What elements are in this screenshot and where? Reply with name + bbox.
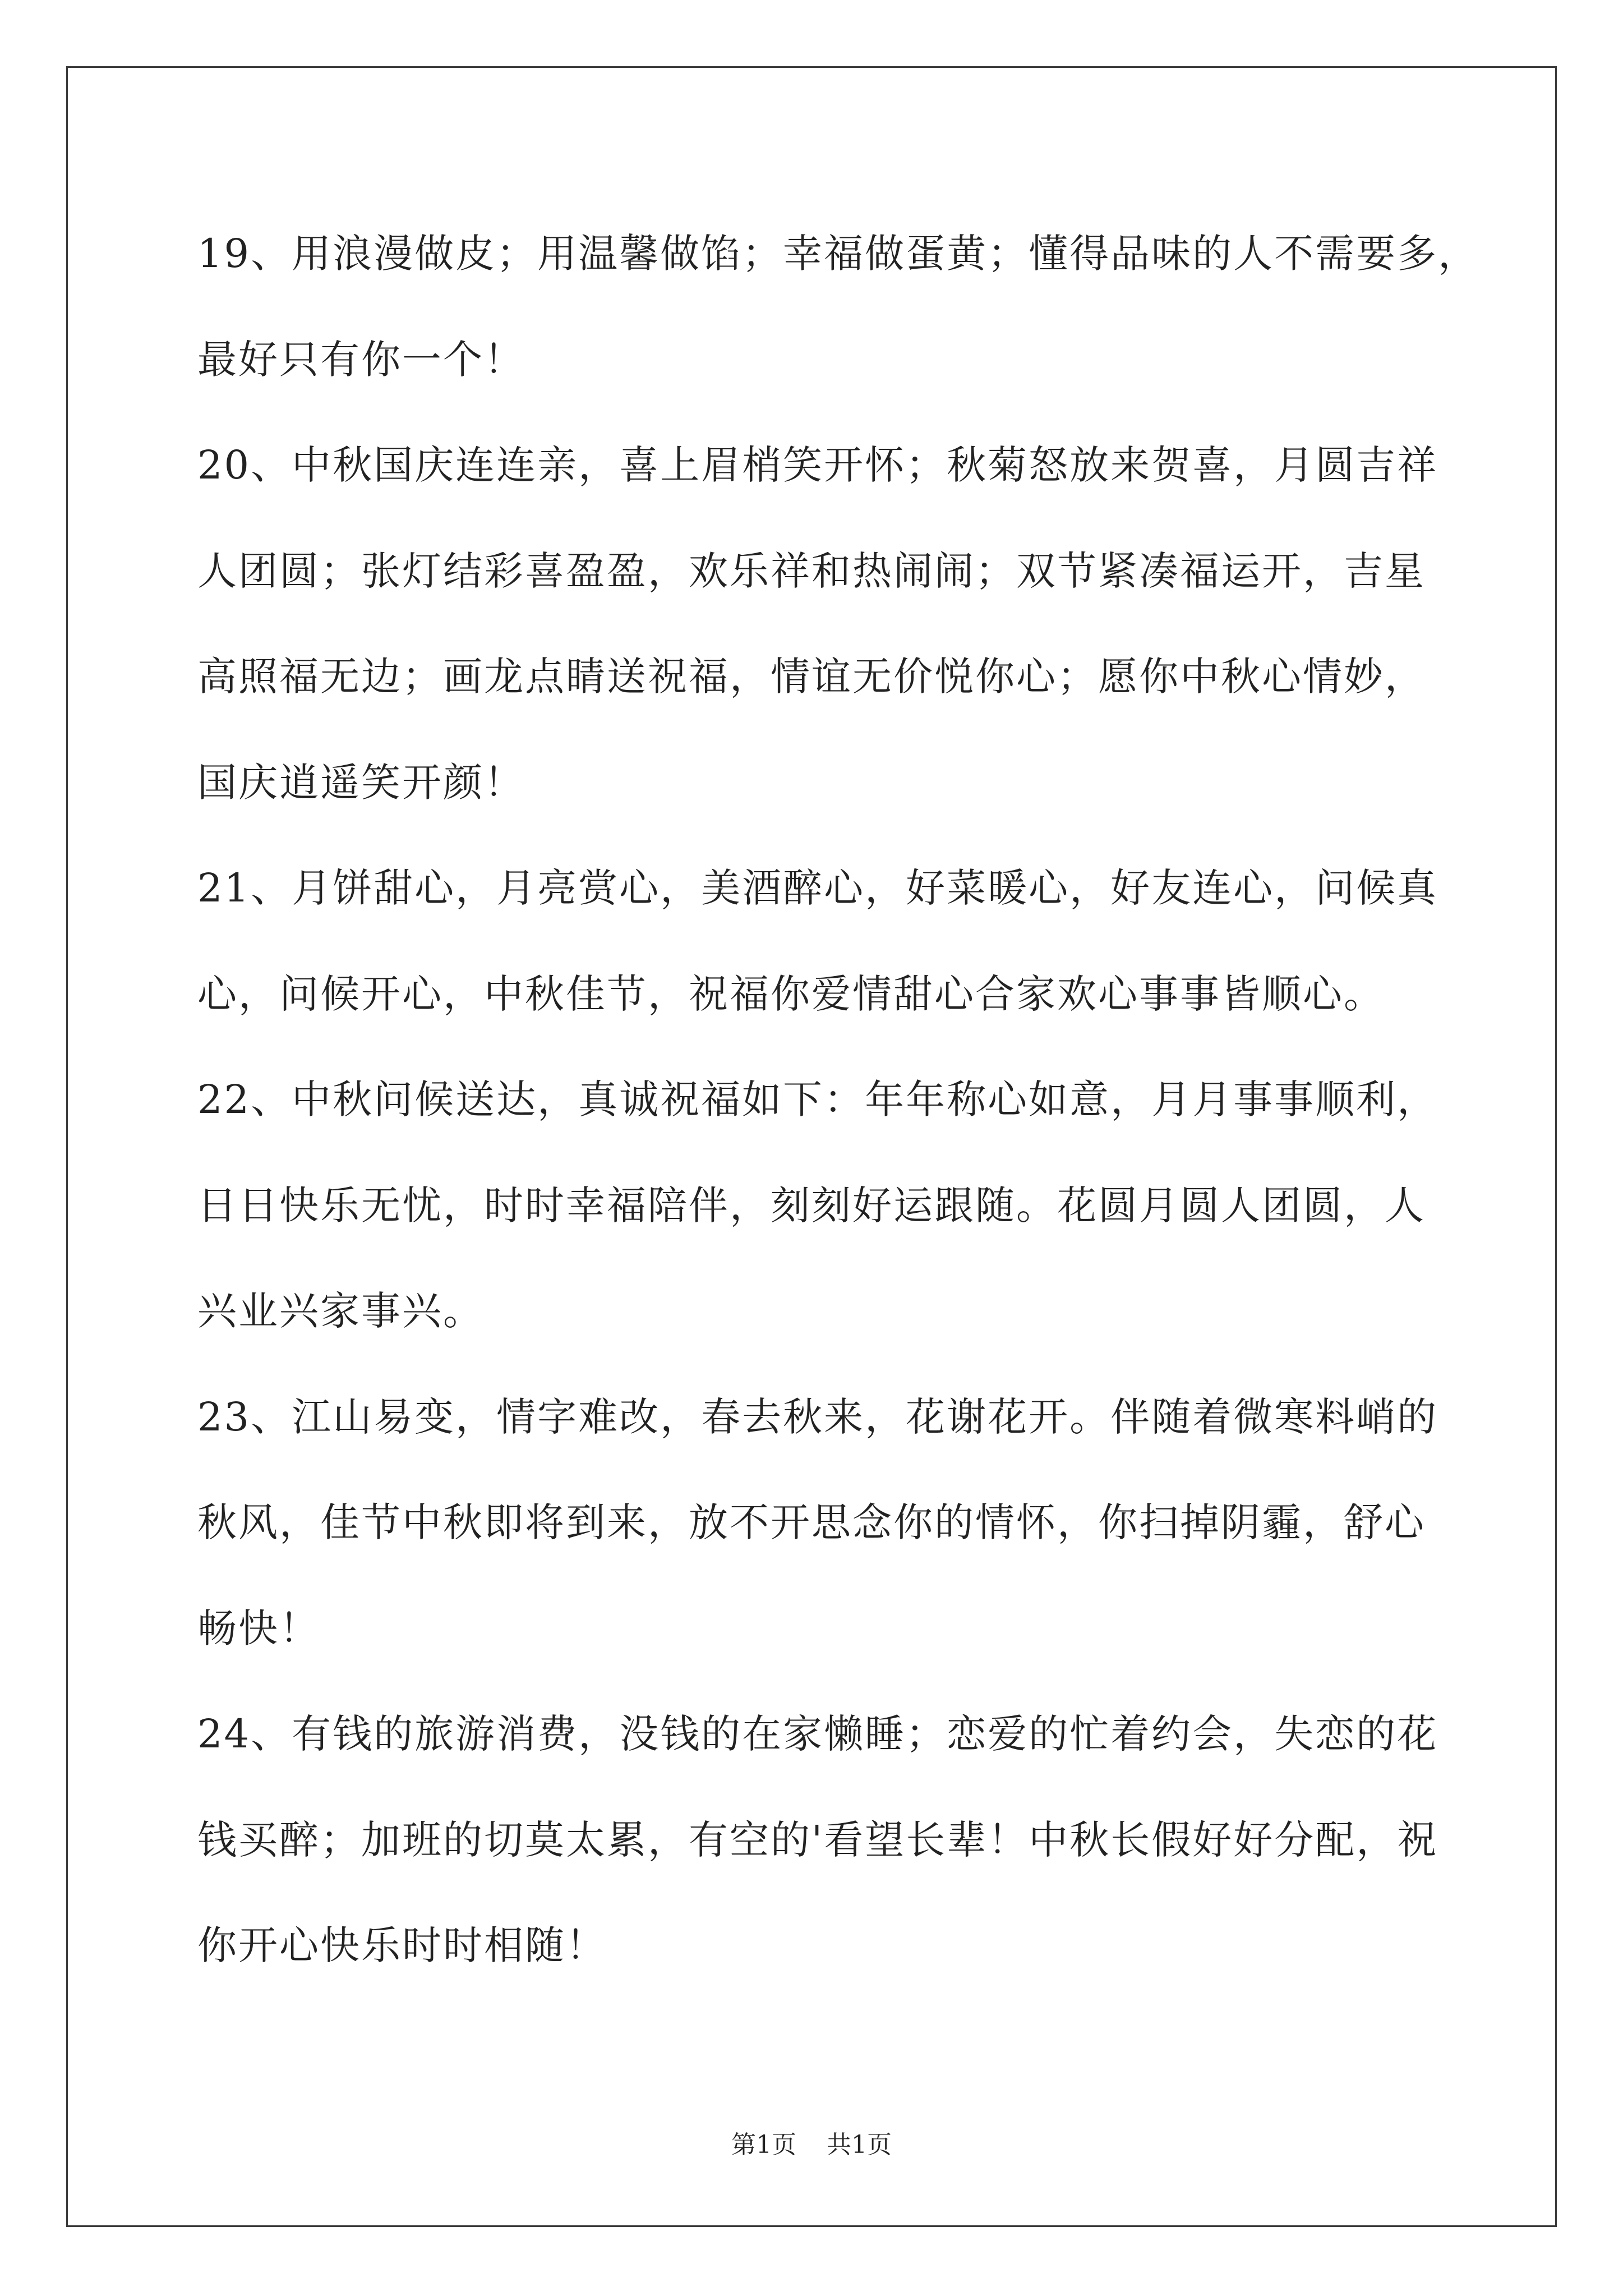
page-number-current: 第1页 xyxy=(731,2131,796,2159)
entry-22 xyxy=(197,1055,1454,1372)
page-number-total: 共1页 xyxy=(827,2131,892,2159)
text-line: 日日快乐无忧，时时幸福陪伴，刻刻好运跟随。花圆月圆人团圆，人 xyxy=(197,1182,1426,1228)
text-line: 人团圆；张灯结彩喜盈盈，欢乐祥和热闹闹；双节紧凑福运开，吉星 xyxy=(197,547,1426,594)
text-line: 20、中秋国庆连连亲，喜上眉梢笑开怀；秋菊怒放来贺喜，月圆吉祥 xyxy=(197,442,1438,488)
text-line: 最好只有你一个！ xyxy=(197,336,525,383)
text-line: 高照福无边；画龙点睛送祝福，情谊无价悦你心；愿你中秋心情妙， xyxy=(197,654,1426,700)
text-line: 心，问候开心，中秋佳节，祝福你爱情甜心合家欢心事事皆顺心。 xyxy=(197,970,1385,1017)
text-line: 兴业兴家事兴。 xyxy=(197,1288,484,1334)
page-footer xyxy=(0,2128,1623,2162)
text-line: 秋风，佳节中秋即将到来，放不开思念你的情怀，你扫掉阴霾，舒心 xyxy=(197,1499,1426,1545)
text-line: 21、月饼甜心，月亮赏心，美酒醉心，好菜暖心，好友连心，问候真 xyxy=(197,865,1438,911)
text-line: 24、有钱的旅游消费，没钱的在家懒睡；恋爱的忙着约会，失恋的花 xyxy=(197,1711,1438,1757)
entry-23 xyxy=(197,1372,1454,1690)
text-line: 23、江山易变，情字难改，春去秋来，花谢花开。伴随着微寒料峭的 xyxy=(197,1393,1438,1440)
document-body xyxy=(197,209,1479,2007)
text-line: 国庆逍遥笑开颜！ xyxy=(197,759,525,806)
entry-19 xyxy=(197,209,1479,420)
text-line: 你开心快乐时时相随！ xyxy=(197,1922,607,1968)
text-line: 钱买醉；加班的切莫太累，有空的'看望长辈！中秋长假好好分配，祝 xyxy=(197,1816,1438,1863)
entry-24 xyxy=(197,1689,1454,2007)
entry-20 xyxy=(197,420,1454,843)
entry-21 xyxy=(197,843,1454,1055)
text-line: 22、中秋问候送达，真诚祝福如下：年年称心如意，月月事事顺利， xyxy=(197,1076,1438,1122)
text-line: 19、用浪漫做皮；用温馨做馅；幸福做蛋黄；懂得品味的人不需要多， xyxy=(197,231,1479,277)
text-line: 畅快！ xyxy=(197,1605,320,1651)
